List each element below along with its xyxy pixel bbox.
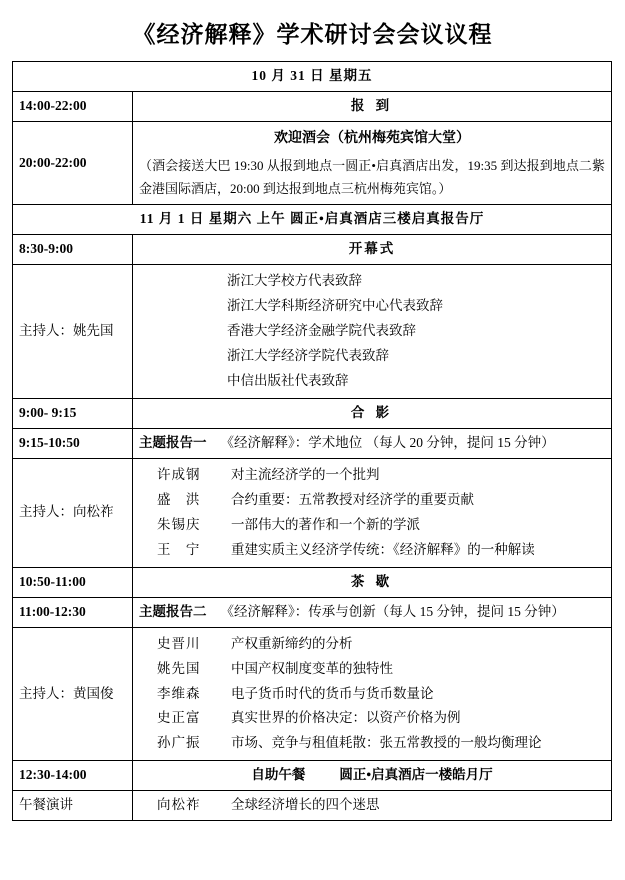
- table-row: [13, 62, 612, 92]
- table-row: [13, 235, 612, 265]
- page-title: 《经济解释》学术研讨会会议议程: [132, 22, 493, 47]
- talk-speaker: 向松祚: [157, 797, 201, 813]
- session2-talks-list: [139, 632, 605, 757]
- list-item: [139, 706, 605, 731]
- table-row: [13, 265, 612, 399]
- talk-speaker: 王 宁: [157, 541, 206, 557]
- talk-title: 真实世界的价格决定：以资产价格为例: [231, 710, 461, 726]
- lunch-talk-cell: [133, 791, 612, 821]
- agenda-table: [12, 61, 612, 821]
- session2-topic-cell: [133, 597, 612, 627]
- talk-speaker: 许成钢: [157, 466, 201, 482]
- talk-speaker: 史正富: [157, 710, 201, 726]
- talk-title: 中国产权制度变革的独特性: [231, 660, 393, 676]
- table-row: [13, 791, 612, 821]
- lunch-cell: [133, 761, 612, 791]
- opening-items-list: [139, 269, 605, 394]
- day1-row0-time: 14:00-22:00: [13, 91, 133, 121]
- session2-time: 11:00-12:30: [13, 597, 133, 627]
- talk-speaker: 李维森: [157, 685, 201, 701]
- session2-talks-cell: [133, 627, 612, 761]
- list-item: [139, 657, 605, 682]
- table-row: [13, 761, 612, 791]
- day1-row1-content-cell: [133, 121, 612, 204]
- table-row: [13, 205, 612, 235]
- session1-talks-cell: [133, 458, 612, 567]
- list-item: 浙江大学校方代表致辞: [227, 273, 362, 289]
- list-item: 浙江大学经济学院代表致辞: [227, 348, 389, 364]
- table-row: [13, 597, 612, 627]
- session1-time: 9:15-10:50: [13, 428, 133, 458]
- talk-title: 对主流经济学的一个批判: [231, 466, 380, 482]
- list-item: [139, 488, 605, 513]
- talk-title: 产权重新缔约的分析: [231, 635, 353, 651]
- opening-title: 开幕式: [133, 235, 612, 265]
- lunch-talk-label: 午餐演讲: [13, 791, 133, 821]
- welcome-reception-note: （酒会接送大巴 19:30 从报到地点一圆正•启真酒店出发，19:35 到达报到地点二紫金港国际酒店，20:00 到达报到地点三杭州梅苑宾馆。）: [139, 157, 605, 196]
- session2-topic: 《经济解释》：传承与创新（每人 15 分钟，提问 15 分钟）: [220, 603, 565, 619]
- session1-topic-line: [139, 433, 605, 454]
- lunch-title: 自助午餐: [251, 767, 306, 783]
- table-row: [13, 567, 612, 597]
- talk-title: 重建实质主义经济学传统：《经济解释》的一种解读: [231, 541, 535, 557]
- list-item: [139, 682, 605, 707]
- table-row: [13, 121, 612, 204]
- session1-talks-list: [139, 463, 605, 563]
- list-item: 中信出版社代表致辞: [227, 373, 349, 389]
- welcome-reception-text: 欢迎酒会（杭州梅苑宾馆大堂）: [274, 130, 470, 146]
- session1-label: 主题报告一: [139, 434, 207, 450]
- session2-host: 主持人：黄国俊: [13, 627, 133, 761]
- opening-host: 主持人：姚先国: [13, 265, 133, 399]
- opening-items-cell: [133, 265, 612, 399]
- talk-speaker: 盛 洪: [157, 491, 206, 507]
- table-row: [13, 458, 612, 567]
- day1-header: 10 月 31 日 星期五: [13, 62, 612, 92]
- day1-row0-content: 报 到: [133, 91, 612, 121]
- list-item: [139, 463, 605, 488]
- table-row: [13, 627, 612, 761]
- list-item: [139, 513, 605, 538]
- table-row: [13, 399, 612, 429]
- lunch-line: [139, 765, 605, 786]
- list-item: [139, 731, 605, 756]
- list-item: 香港大学经济金融学院代表致辞: [227, 323, 416, 339]
- table-row: [13, 428, 612, 458]
- session2-label: 主题报告二: [139, 603, 207, 619]
- table-row: [13, 91, 612, 121]
- opening-time: 8:30-9:00: [13, 235, 133, 265]
- photo-time: 9:00- 9:15: [13, 399, 133, 429]
- lunch-venue: 圆正•启真酒店一楼皓月厅: [339, 767, 493, 783]
- session2-topic-line: [139, 602, 605, 623]
- list-item: 浙江大学科斯经济研究中心代表致辞: [227, 298, 443, 314]
- session1-topic-cell: [133, 428, 612, 458]
- talk-title: 市场、竞争与租值耗散：张五常教授的一般均衡理论: [231, 735, 542, 751]
- talk-title: 电子货币时代的货币与货币数量论: [231, 685, 434, 701]
- talk-title: 全球经济增长的四个迷思: [231, 797, 380, 813]
- talk-speaker: 姚先国: [157, 660, 201, 676]
- day1-row1-time: 20:00-22:00: [13, 121, 133, 204]
- session1-host: 主持人：向松祚: [13, 458, 133, 567]
- list-item: [139, 795, 605, 816]
- list-item: [139, 632, 605, 657]
- talk-speaker: 孙广振: [157, 735, 201, 751]
- session1-topic: 《经济解释》：学术地位 （每人 20 分钟，提问 15 分钟）: [220, 434, 555, 450]
- break-time: 10:50-11:00: [13, 567, 133, 597]
- talk-speaker: 史晋川: [157, 635, 201, 651]
- break-title: 茶 歇: [133, 567, 612, 597]
- talk-speaker: 朱锡庆: [157, 516, 201, 532]
- talk-title: 合约重要：五常教授对经济学的重要贡献: [231, 491, 474, 507]
- lunch-time: 12:30-14:00: [13, 761, 133, 791]
- talk-title: 一部伟大的著作和一个新的学派: [231, 516, 420, 532]
- day2-header: 11 月 1 日 星期六 上午 圆正•启真酒店三楼启真报告厅: [13, 205, 612, 235]
- photo-title: 合 影: [133, 399, 612, 429]
- list-item: [139, 538, 605, 563]
